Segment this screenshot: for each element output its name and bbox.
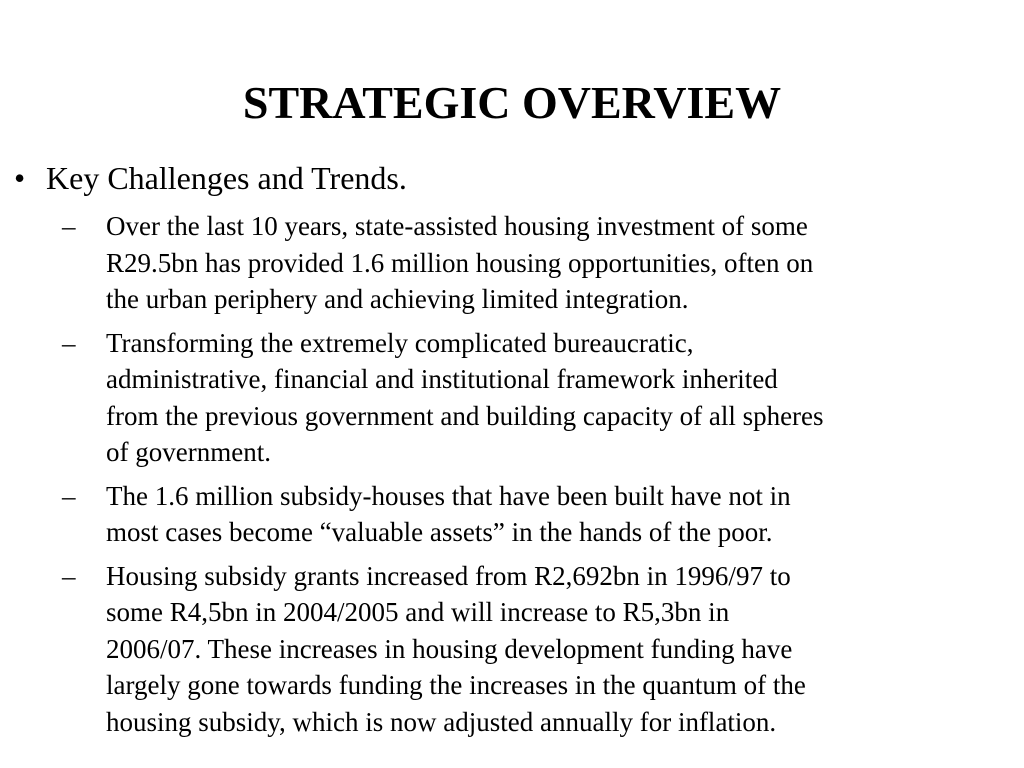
sub-bullet-text: Housing subsidy grants increased from R2,692bn in 1996/97 to some R4,5bn in 2004/2005 and will increase to R5,3bn in 2006/07. These increases in housing development funding have largely gone towards funding the increases in the quantum of the housing subsidy, which is now adjusted annually for inflation. [106,560,806,737]
bullet-item [14,158,407,198]
sub-bullet-list [62,208,1022,747]
sub-bullet-text: Over the last 10 years, state-assisted housing investment of some R29.5bn has provided 1.6 million housing opportunities, often on the urban periphery and achieving limited integration. [106,211,814,314]
sub-bullet-text: The 1.6 million subsidy-houses that have been built have not in most cases become “valuable assets” in the hands of the poor. [106,480,791,547]
bullet-icon: • [14,160,26,196]
sub-bullet-item [62,478,1022,551]
sub-bullet-text: Transforming the extremely complicated bureaucratic, administrative, financial and institutional framework inherited from the previous government and building capacity of all spheres of government. [106,327,824,467]
sub-bullet-item [62,208,1022,318]
sub-bullet-item [62,325,1022,471]
slide-title: STRATEGIC OVERVIEW [242,77,782,128]
bullet-text: Key Challenges and Trends. [46,160,407,196]
dash-icon: – [62,211,76,241]
dash-icon: – [62,560,76,591]
dash-icon: – [62,327,76,358]
dash-icon: – [62,480,76,511]
sub-bullet-item [62,558,1022,741]
